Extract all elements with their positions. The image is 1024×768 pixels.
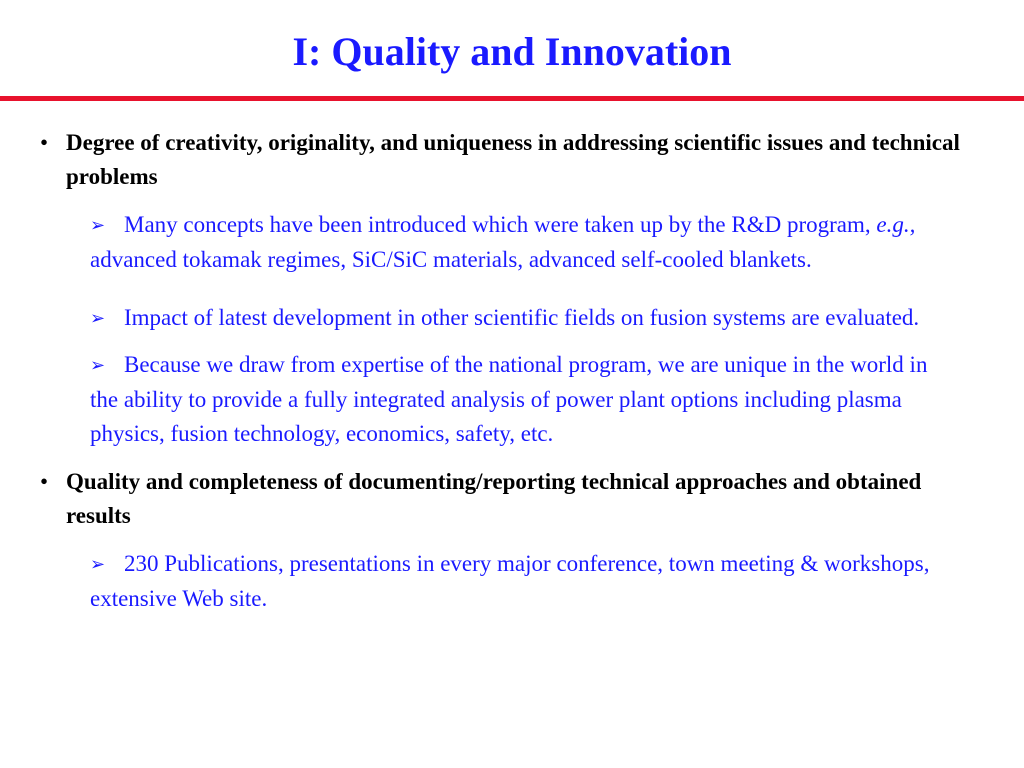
sub-bullet-item bbox=[90, 348, 960, 451]
bullet-dot-icon: • bbox=[40, 469, 49, 494]
sub-bullet-item bbox=[90, 208, 960, 277]
bullet-item bbox=[40, 465, 966, 533]
bullet-item bbox=[40, 126, 966, 194]
sub-bullet-italic-text: e.g., bbox=[876, 212, 916, 237]
sub-bullet-item bbox=[90, 301, 960, 336]
sub-bullet-item bbox=[90, 547, 960, 616]
sub-bullet-text: Impact of latest development in other scientific fields on fusion systems are evaluated. bbox=[124, 305, 920, 330]
sub-bullet-text: 230 Publications, presentations in every major conference, town meeting & workshops, extensive Web site. bbox=[90, 551, 930, 611]
title-divider bbox=[0, 96, 1024, 101]
sub-bullet-text-continued: advanced tokamak regimes, SiC/SiC materials, advanced self-cooled blankets. bbox=[90, 247, 812, 272]
bullet-text: Quality and completeness of documenting/reporting technical approaches and obtained results bbox=[66, 469, 922, 528]
slide-title: I: Quality and Innovation bbox=[292, 29, 732, 74]
sub-bullet-text: Because we draw from expertise of the national program, we are unique in the world in the ability to provide a fully integrated analysis of power plant options including plasma physics, fusion technology, economics, safety, etc. bbox=[90, 352, 928, 446]
bullet-dot-icon: • bbox=[40, 130, 49, 155]
slide-content bbox=[0, 126, 1024, 616]
sub-bullet-text: Many concepts have been introduced which were taken up by the R&D program, bbox=[124, 212, 877, 237]
arrowhead-icon: ➢ bbox=[90, 308, 106, 329]
arrowhead-icon: ➢ bbox=[90, 355, 106, 376]
arrowhead-icon: ➢ bbox=[90, 554, 106, 575]
arrowhead-icon: ➢ bbox=[90, 215, 106, 236]
bullet-text: Degree of creativity, originality, and uniqueness in addressing scientific issues and technical problems bbox=[66, 130, 960, 189]
